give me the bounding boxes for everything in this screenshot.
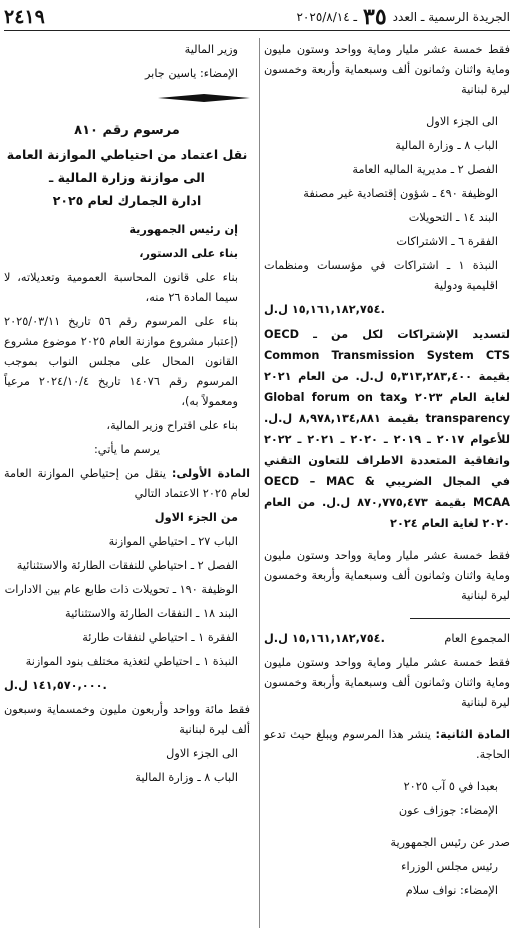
page-number: ٢٤١٩ bbox=[4, 6, 45, 28]
right-column bbox=[264, 40, 510, 930]
item-line: الوظيفة ١٩٠ ـ تحويلات ذات طابع عام بين الادارات bbox=[4, 583, 238, 596]
destination-part: الى الجزء الاول bbox=[166, 747, 238, 760]
recital-3: بناء على اقتراح وزير المالية، bbox=[106, 419, 238, 432]
decree-subject-line-2: الى موازنة وزارة المالية ـ bbox=[49, 170, 205, 185]
item-line: الفصل ٢ ـ احتياطي للنفقات الطارئة والاستثنائية bbox=[16, 559, 238, 572]
item-line: الى الجزء الاول bbox=[426, 115, 498, 128]
subscriptions-paragraph: لتسديد الإشتراكات لكل من ـ OECD Common Transmission System CTS بقيمة ٥,٣١٣,٢٨٣,٤٠٠ ل.ل. من العام ٢٠٢١ لغاية العام ٢٠٢٣ وGlobal forum on tax transparency بقيمة ٨,٩٧٨,١٣٤,٨٨١ ل.ل. للأعوام ٢٠١٧ ـ ٢٠١٩ ـ ٢٠٢٠ ـ ٢٠٢١ ـ ٢٠٢٢ واتفاقية المتعددة الاطراف للتعاون التقني في المجال الضريبي OECD – MAC & MCAA بقيمة ٨٧٠,٧٧٥,٤٧٣ ل.ل. من العام ٢٠٢٠ لغاية العام ٢٠٢٤ bbox=[264, 328, 511, 530]
page-header bbox=[4, 4, 510, 31]
item-line: البند ١٨ ـ النفقات الطارئة والاستثنائية bbox=[65, 607, 238, 620]
decree-subject-line-1: نقل اعتماد من احتياطي الموازنة العامة bbox=[6, 147, 248, 162]
decree-subject-line-3: ادارة الجمارك لعام ٢٠٢٥ bbox=[52, 193, 202, 208]
amount-words-2: فقط خمسة عشر مليار وماية وواحد وستون مليون وماية واثنان وثمانون ألف وسبعماية وأربعة وخمسون ليرة لبنانية bbox=[264, 549, 510, 602]
separator-line bbox=[410, 618, 510, 619]
signature-pm: الإمضاء: نواف سلام bbox=[405, 884, 498, 897]
header-title bbox=[296, 4, 510, 30]
item-line: البند ١٤ ـ التحويلات bbox=[408, 211, 498, 224]
transfer-amount: ١٤١,٥٧٠,٠٠٠ ل.ل. bbox=[4, 679, 107, 692]
item-line: الباب ٨ ـ وزارة المالية bbox=[395, 139, 498, 152]
item-line: الوظيفة ٤٩٠ ـ شؤون إقتصادية غير مصنفة bbox=[303, 187, 498, 200]
item-line: النبذة ١ ـ احتياطي لتغذية مختلف بنود الموازنة bbox=[25, 655, 238, 668]
item-line: النبذة ١ ـ اشتراكات في مؤسسات ومنظمات اقليمية ودولية bbox=[264, 259, 498, 292]
destination-chapter: الباب ٨ ـ وزارة المالية bbox=[135, 771, 238, 784]
left-column bbox=[4, 40, 250, 930]
decrees-line: يرسم ما يأتي: bbox=[94, 443, 160, 456]
signature-president: الإمضاء: جوزاف عون bbox=[398, 804, 498, 817]
article-1-text: ينقل من إحتياطي الموازنة العامة لعام ٢٠٢٥ الاعتماد التالي bbox=[4, 467, 250, 500]
article-1-label: المادة الأولى: bbox=[171, 467, 251, 480]
minister-title: وزير المالية bbox=[184, 43, 238, 56]
issue-number: ٣٥ bbox=[363, 4, 387, 30]
recital-2: بناء على المرسوم رقم ٥٦ تاريخ ٢٠٢٥/٠٣/١١ (إعتبار مشروع موازنة العام ٢٠٢٥ موضوع مشروع القانون المحال على مجلس النواب بموجب المرسوم رقم ١٤٠٧٦ تاريخ ٢٠٢٤/١٠/٤ مرعياً ومعمولاً به)، bbox=[4, 315, 239, 408]
part-heading: من الجزء الاول bbox=[154, 511, 238, 524]
decree-title: مرسوم رقم ٨١٠ bbox=[74, 123, 180, 138]
article-2-label: المادة الثانية: bbox=[435, 728, 510, 741]
article-2-text: ينشر هذا المرسوم ويبلغ حيث تدعو الحاجة. bbox=[264, 728, 510, 761]
column-divider bbox=[259, 38, 260, 928]
grand-total-amount: ١٥,١٦١,١٨٢,٧٥٤ ل.ل. bbox=[264, 632, 385, 645]
president-heading: إن رئيس الجمهورية bbox=[129, 223, 238, 236]
article-2 bbox=[264, 725, 510, 765]
transfer-amount-words: فقط مائة وواحد وأربعون مليون وخمسماية وسبعون ألف ليرة لبنانية bbox=[4, 703, 250, 736]
grand-total-label: المجموع العام bbox=[444, 632, 510, 645]
place-date: بعبدا في ٥ آب ٢٠٢٥ bbox=[403, 780, 498, 793]
ornament-divider bbox=[158, 94, 250, 102]
item-line: الفقرة ٦ ـ الاشتراكات bbox=[396, 235, 498, 248]
item-line: الباب ٢٧ ـ احتياطي الموازنة bbox=[108, 535, 238, 548]
issued-by: صدر عن رئيس الجمهورية bbox=[390, 836, 510, 849]
prime-minister-title: رئيس مجلس الوزراء bbox=[401, 860, 498, 873]
amount-1: ١٥,١٦١,١٨٢,٧٥٤ ل.ل. bbox=[264, 303, 385, 316]
amount-words-1: فقط خمسة عشر مليار وماية وواحد وستون مليون وماية واثنان وثمانون ألف وسبعماية وأربعة وخمسون ليرة لبنانية bbox=[264, 43, 510, 96]
article-1 bbox=[4, 464, 250, 504]
grand-total-row bbox=[264, 629, 510, 649]
item-line: الفصل ٢ ـ مديرية الماليه العامة bbox=[352, 163, 498, 176]
signature-minister: الإمضاء: ياسين جابر bbox=[144, 67, 238, 80]
recital-1: بناء على قانون المحاسبة العمومية وتعديلاته، لا سيما المادة ٢٦ منه، bbox=[4, 271, 238, 304]
publication-name: الجريدة الرسمية ـ العدد bbox=[392, 10, 510, 24]
issue-date: ـ ٢٠٢٥/٨/١٤ bbox=[296, 10, 358, 24]
constitution-line: بناء على الدستور، bbox=[139, 247, 238, 260]
item-line: الفقرة ١ ـ احتياطي لنفقات طارئة bbox=[82, 631, 238, 644]
amount-words-3: فقط خمسة عشر مليار وماية وواحد وستون مليون وماية واثنان وثمانون ألف وسبعماية وأربعة وخمسون ليرة لبنانية bbox=[264, 656, 510, 709]
